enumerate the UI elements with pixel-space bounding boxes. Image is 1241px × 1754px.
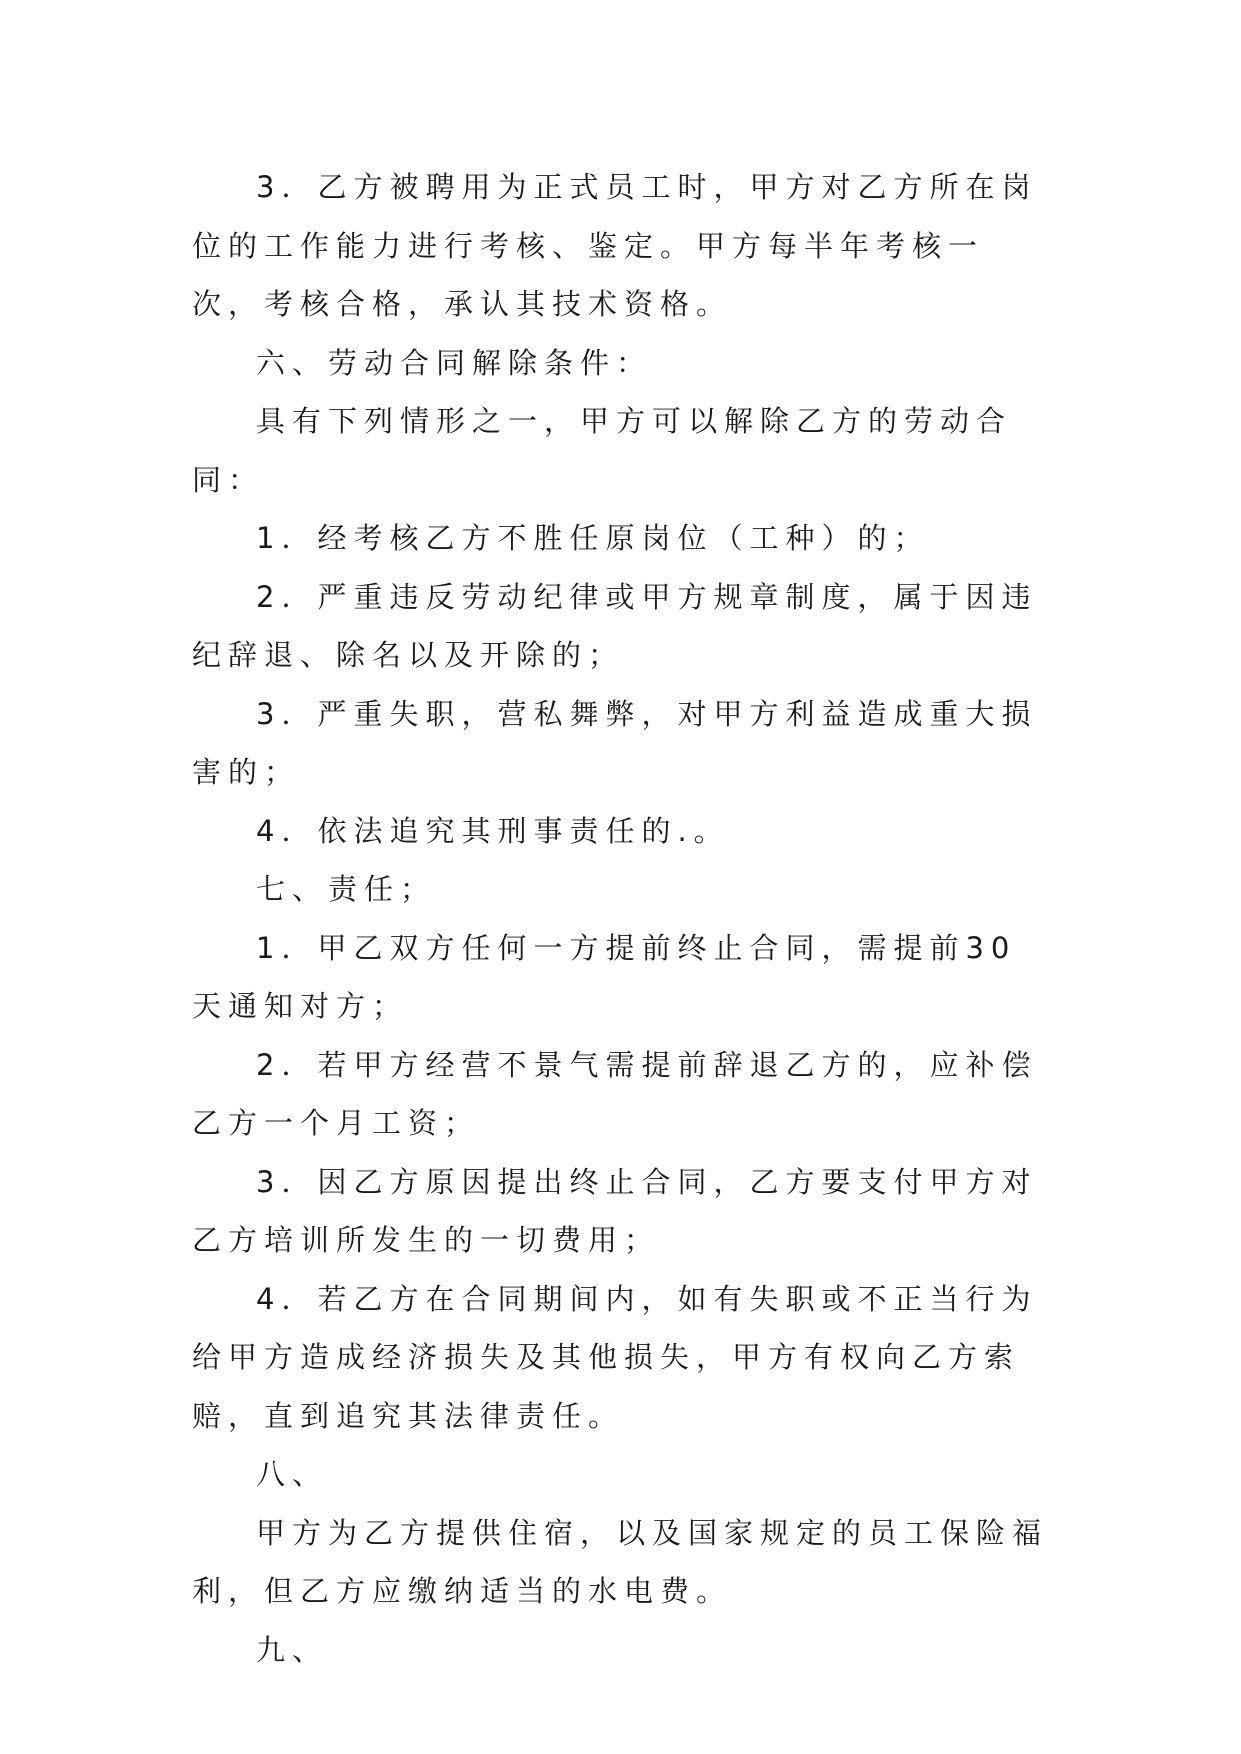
heading-section-nine: 九、	[256, 1632, 329, 1667]
list-item-responsibility-1: 1．甲乙双方任何一方提前终止合同，需提前30天通知对方；	[192, 930, 1017, 1023]
heading-termination-conditions: 六、劳动合同解除条件：	[256, 345, 653, 380]
list-item-responsibility-3: 3．因乙方原因提出终止合同，乙方要支付甲方对乙方培训所发生的一切费用；	[192, 1164, 1038, 1257]
list-item-responsibility-4: 4．若乙方在合同期间内，如有失职或不正当行为给甲方造成经济损失及其他损失，甲方有权向乙方索赔，直到追究其法律责任。	[192, 1281, 1038, 1433]
document-body	[192, 158, 1052, 1679]
paragraph-assessment: 3．乙方被聘用为正式员工时，甲方对乙方所在岗位的工作能力进行考核、鉴定。甲方每半年考核一次，考核合格，承认其技术资格。	[192, 170, 1038, 321]
list-item-termination-2: 2．严重违反劳动纪律或甲方规章制度，属于因违纪辞退、除名以及开除的；	[192, 579, 1038, 672]
paragraph-accommodation: 甲方为乙方提供住宿，以及国家规定的员工保险福利，但乙方应缴纳适当的水电费。	[192, 1515, 1049, 1608]
heading-section-eight: 八、	[256, 1457, 329, 1491]
heading-responsibility: 七、责任；	[256, 872, 437, 906]
list-item-termination-4: 4．依法追究其刑事责任的.。	[256, 813, 730, 848]
list-item-termination-3: 3．严重失职，营私舞弊，对甲方利益造成重大损害的；	[192, 696, 1038, 789]
list-item-termination-1: 1．经考核乙方不胜任原岗位（工种）的；	[256, 521, 930, 555]
list-item-responsibility-2: 2．若甲方经营不景气需提前辞退乙方的，应补偿乙方一个月工资；	[192, 1047, 1038, 1140]
paragraph-termination-intro: 具有下列情形之一，甲方可以解除乙方的劳动合同：	[192, 404, 1013, 497]
